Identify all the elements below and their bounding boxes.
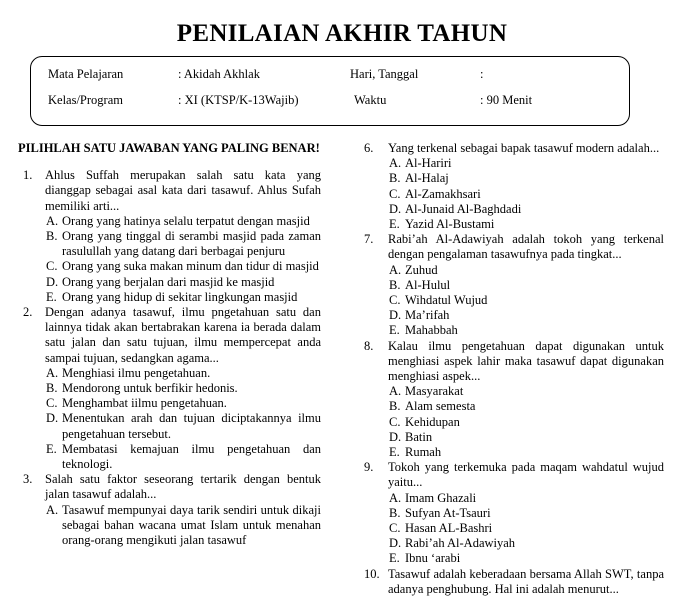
option-letter: A. — [389, 384, 402, 399]
page-title: PENILAIAN AKHIR TAHUN — [176, 20, 508, 47]
option-letter: A. — [389, 262, 402, 277]
answer-option — [388, 536, 664, 551]
answer-option — [388, 187, 664, 202]
option-text: Orang yang berjalan dari masjid ke masjid — [62, 274, 275, 289]
question-8 — [364, 339, 664, 461]
exam-info-box — [30, 56, 630, 126]
subject-label: Mata Pelajaran — [48, 67, 124, 81]
option-letter: A. — [46, 213, 59, 228]
answer-option — [388, 202, 664, 217]
option-text: Kehidupan — [405, 414, 460, 429]
option-text: Alam semesta — [405, 399, 476, 414]
option-text: Menghiasi ilmu pengetahuan. — [62, 365, 211, 380]
answer-option — [388, 506, 664, 521]
option-text: Mahabbah — [405, 323, 458, 338]
option-text: Masyarakat — [405, 384, 464, 399]
answer-option — [45, 381, 321, 396]
answer-option — [45, 214, 321, 229]
option-text: Al-Zamakhsari — [405, 186, 481, 201]
question-10 — [364, 567, 664, 597]
option-text: Rumah — [405, 445, 442, 460]
answer-option — [388, 217, 664, 232]
answer-option — [388, 551, 664, 566]
answer-option — [388, 415, 664, 430]
option-text: Orang yang tinggal di serambi masjid pada zaman rasulullah yang datang dari berbagai penjuru — [62, 229, 321, 259]
option-text: Yazid Al-Bustami — [405, 217, 495, 232]
answer-option — [45, 396, 321, 411]
question-text: Dengan adanya tasawuf, ilmu pngetahuan satu dan lainnya tidak akan bertabrakan karena ia berada dalam satu jalan dan satu tujuan, ilmu mempercepat anda sampai tujuan, sedangkan agama... — [45, 305, 321, 365]
option-letter: A. — [389, 156, 402, 171]
answer-option — [388, 445, 664, 460]
question-1 — [18, 168, 321, 305]
option-letter: C. — [46, 259, 58, 274]
answer-option — [388, 521, 664, 536]
option-text: Ma’rifah — [405, 308, 450, 323]
answer-option — [45, 411, 321, 441]
option-text: Hasan AL-Bashri — [405, 521, 493, 536]
question-number: 10. — [364, 566, 380, 581]
option-letter: D. — [389, 308, 402, 323]
question-number: 6. — [364, 141, 374, 155]
answer-option — [388, 399, 664, 414]
time-value: : 90 Menit — [480, 93, 533, 107]
answer-option — [45, 259, 321, 274]
option-text: Al-Hariri — [405, 156, 452, 171]
day-value: : — [480, 67, 484, 81]
option-text: Membatasi kemajuan ilmu pengetahuan dan teknologi. — [62, 441, 321, 472]
option-text: Rabi’ah Al-Adawiyah — [405, 536, 516, 551]
question-text: Kalau ilmu pengetahuan dapat digunakan untuk menghiasi aspek lahir maka tasawuf dapat digunakan menghiasi aspek... — [388, 338, 664, 384]
answer-option — [388, 323, 664, 338]
option-letter: C. — [389, 293, 401, 308]
answer-option — [45, 229, 321, 259]
answer-option — [45, 290, 321, 305]
option-letter: E. — [389, 217, 400, 232]
option-letter: C. — [389, 414, 401, 429]
class-value: : XI (KTSP/K-13Wajib) — [178, 93, 299, 107]
option-text: Imam Ghazali — [405, 490, 477, 505]
question-text: Ahlus Suffah merupakan salah satu kata yang dianggap sebagai asal kata dari tasawuf. Ahlus Sufah memiliki arti... — [45, 168, 321, 213]
option-letter: B. — [389, 399, 401, 414]
question-text: Rabi’ah Al-Adawiyah adalah tokoh yang terkenal dengan pengalaman tasawufnya pada tingkat... — [388, 232, 664, 262]
option-letter: B. — [389, 277, 401, 292]
option-letter: D. — [46, 411, 59, 426]
answer-option — [388, 171, 664, 186]
option-text: Menentukan arah dan tujuan diciptakannya ilmu pengetahuan tersebut. — [62, 411, 321, 441]
option-text: Mendorong untuk berfikir hedonis. — [62, 381, 238, 396]
left-column — [18, 141, 321, 548]
answer-option — [388, 293, 664, 308]
option-text: Tasawuf mempunyai daya tarik sendiri untuk dikaji sebagai bahan wacana umat Islam untuk menahan orang-orang mengikuti jalan tasawuf — [62, 502, 321, 548]
option-letter: D. — [46, 274, 59, 289]
question-number: 8. — [364, 338, 374, 353]
option-text: Orang yang suka makan minum dan tidur di masjid — [62, 259, 319, 274]
option-letter: B. — [46, 229, 58, 244]
option-letter: C. — [46, 396, 58, 411]
time-label: Waktu — [354, 93, 387, 107]
option-letter: D. — [389, 429, 402, 444]
right-column — [364, 141, 664, 597]
option-text: Menghambat iilmu pengetahuan. — [62, 396, 227, 411]
answer-option — [388, 263, 664, 278]
option-letter: A. — [46, 502, 59, 517]
question-text: Tasawuf adalah keberadaan bersama Allah SWT, tanpa adanya penghubung. Hal ini adalah menurut... — [388, 566, 664, 596]
option-letter: E. — [46, 441, 57, 456]
subject-value: : Akidah Akhlak — [178, 67, 260, 81]
option-text: Orang yang hatinya selalu terpatut dengan masjid — [62, 213, 310, 228]
answer-option — [45, 503, 321, 549]
answer-option — [388, 156, 664, 171]
question-9 — [364, 460, 664, 566]
question-text: Salah satu faktor seseorang tertarik dengan bentuk jalan tasawuf adalah... — [45, 472, 321, 502]
question-number: 1. — [23, 168, 33, 183]
class-label: Kelas/Program — [48, 93, 123, 107]
option-letter: E. — [389, 551, 400, 566]
option-letter: C. — [389, 521, 401, 536]
answer-option — [45, 275, 321, 290]
option-text: Orang yang hidup di sekitar lingkungan masjid — [62, 289, 298, 304]
question-3 — [18, 472, 321, 548]
question-number: 7. — [364, 232, 374, 247]
option-letter: A. — [46, 365, 59, 380]
option-text: Wihdatul Wujud — [405, 293, 488, 308]
question-number: 2. — [23, 305, 33, 320]
answer-option — [45, 442, 321, 472]
answer-option — [388, 308, 664, 323]
option-letter: E. — [389, 445, 400, 460]
option-text: Batin — [405, 429, 433, 444]
answer-option — [45, 366, 321, 381]
option-text: Al-Halaj — [405, 171, 449, 186]
question-7 — [364, 232, 664, 338]
answer-option — [388, 384, 664, 399]
option-letter: B. — [389, 171, 401, 186]
option-text: Zuhud — [405, 262, 438, 277]
option-letter: D. — [389, 536, 402, 551]
answer-option — [388, 278, 664, 293]
question-6 — [364, 141, 664, 232]
option-letter: A. — [389, 490, 402, 505]
day-label: Hari, Tanggal — [350, 67, 419, 81]
question-2 — [18, 305, 321, 472]
option-letter: B. — [389, 505, 401, 520]
option-letter: C. — [389, 186, 401, 201]
answer-option — [388, 430, 664, 445]
option-text: Al-Hulul — [405, 277, 451, 292]
option-letter: D. — [389, 201, 402, 216]
option-text: Al-Junaid Al-Baghdadi — [405, 201, 522, 216]
option-letter: B. — [46, 381, 58, 396]
option-text: Ibnu ‘arabi — [405, 551, 461, 566]
option-letter: E. — [389, 323, 400, 338]
answer-option — [388, 491, 664, 506]
option-text: Sufyan At-Tsauri — [405, 505, 491, 520]
question-number: 3. — [23, 472, 33, 487]
instruction-heading: PILIHLAH SATU JAWABAN YANG PALING BENAR! — [18, 141, 320, 155]
question-number: 9. — [364, 460, 374, 475]
option-letter: E. — [46, 289, 57, 304]
question-text: Yang terkenal sebagai bapak tasawuf modern adalah... — [388, 141, 660, 155]
question-text: Tokoh yang terkemuka pada maqam wahdatul wujud yaitu... — [388, 460, 664, 490]
